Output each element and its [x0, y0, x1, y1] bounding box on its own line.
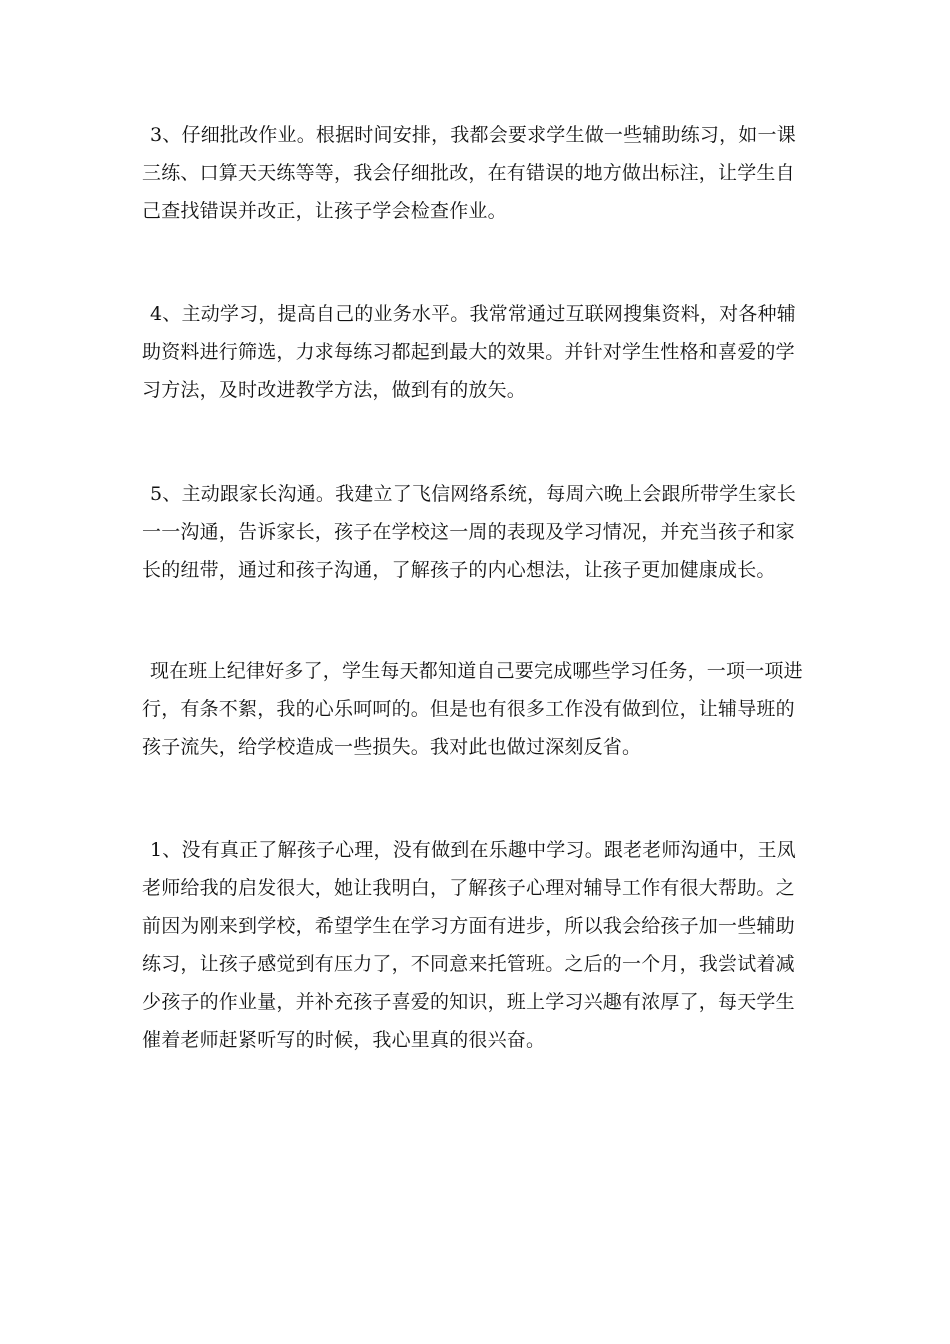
text-line: 催着老师赶紧听写的时候，我心里真的很兴奋。 — [142, 1029, 546, 1051]
text-line: 老师给我的启发很大，她让我明白，了解孩子心理对辅导工作有很大帮助。之 — [142, 877, 795, 899]
text-line: 5、主动跟家长沟通。我建立了飞信网络系统，每周六晚上会跟所带学生家长 — [150, 483, 796, 505]
text-line: 己查找错误并改正，让孩子学会检查作业。 — [142, 200, 507, 222]
text-line: 行，有条不絮，我的心乐呵呵的。但是也有很多工作没有做到位，让辅导班的 — [142, 698, 795, 720]
text-line: 助资料进行筛选，力求每练习都起到最大的效果。并针对学生性格和喜爱的学 — [142, 341, 795, 363]
text-line: 一一沟通，告诉家长，孩子在学校这一周的表现及学习情况，并充当孩子和家 — [142, 521, 795, 543]
text-line: 少孩子的作业量，并补充孩子喜爱的知识，班上学习兴趣有浓厚了，每天学生 — [142, 991, 795, 1013]
text-line: 4、主动学习，提高自己的业务水平。我常常通过互联网搜集资料，对各种辅 — [150, 303, 796, 325]
text-line: 孩子流失，给学校造成一些损失。我对此也做过深刻反省。 — [142, 736, 642, 758]
text-line: 1、没有真正了解孩子心理，没有做到在乐趣中学习。跟老老师沟通中，王凤 — [150, 839, 796, 861]
text-line: 3、仔细批改作业。根据时间安排，我都会要求学生做一些辅助练习，如一课 — [150, 124, 796, 146]
text-line: 习方法，及时改进教学方法，做到有的放矢。 — [142, 379, 527, 401]
text-line: 练习，让孩子感觉到有压力了，不同意来托管班。之后的一个月，我尝试着减 — [142, 953, 795, 975]
text-line: 前因为刚来到学校，希望学生在学习方面有进步，所以我会给孩子加一些辅助 — [142, 915, 795, 937]
text-line: 长的纽带，通过和孩子沟通，了解孩子的内心想法，让孩子更加健康成长。 — [142, 559, 776, 581]
text-line: 现在班上纪律好多了，学生每天都知道自己要完成哪些学习任务，一项一项进 — [150, 660, 803, 682]
text-line: 三练、口算天天练等等，我会仔细批改，在有错误的地方做出标注，让学生自 — [142, 162, 795, 184]
